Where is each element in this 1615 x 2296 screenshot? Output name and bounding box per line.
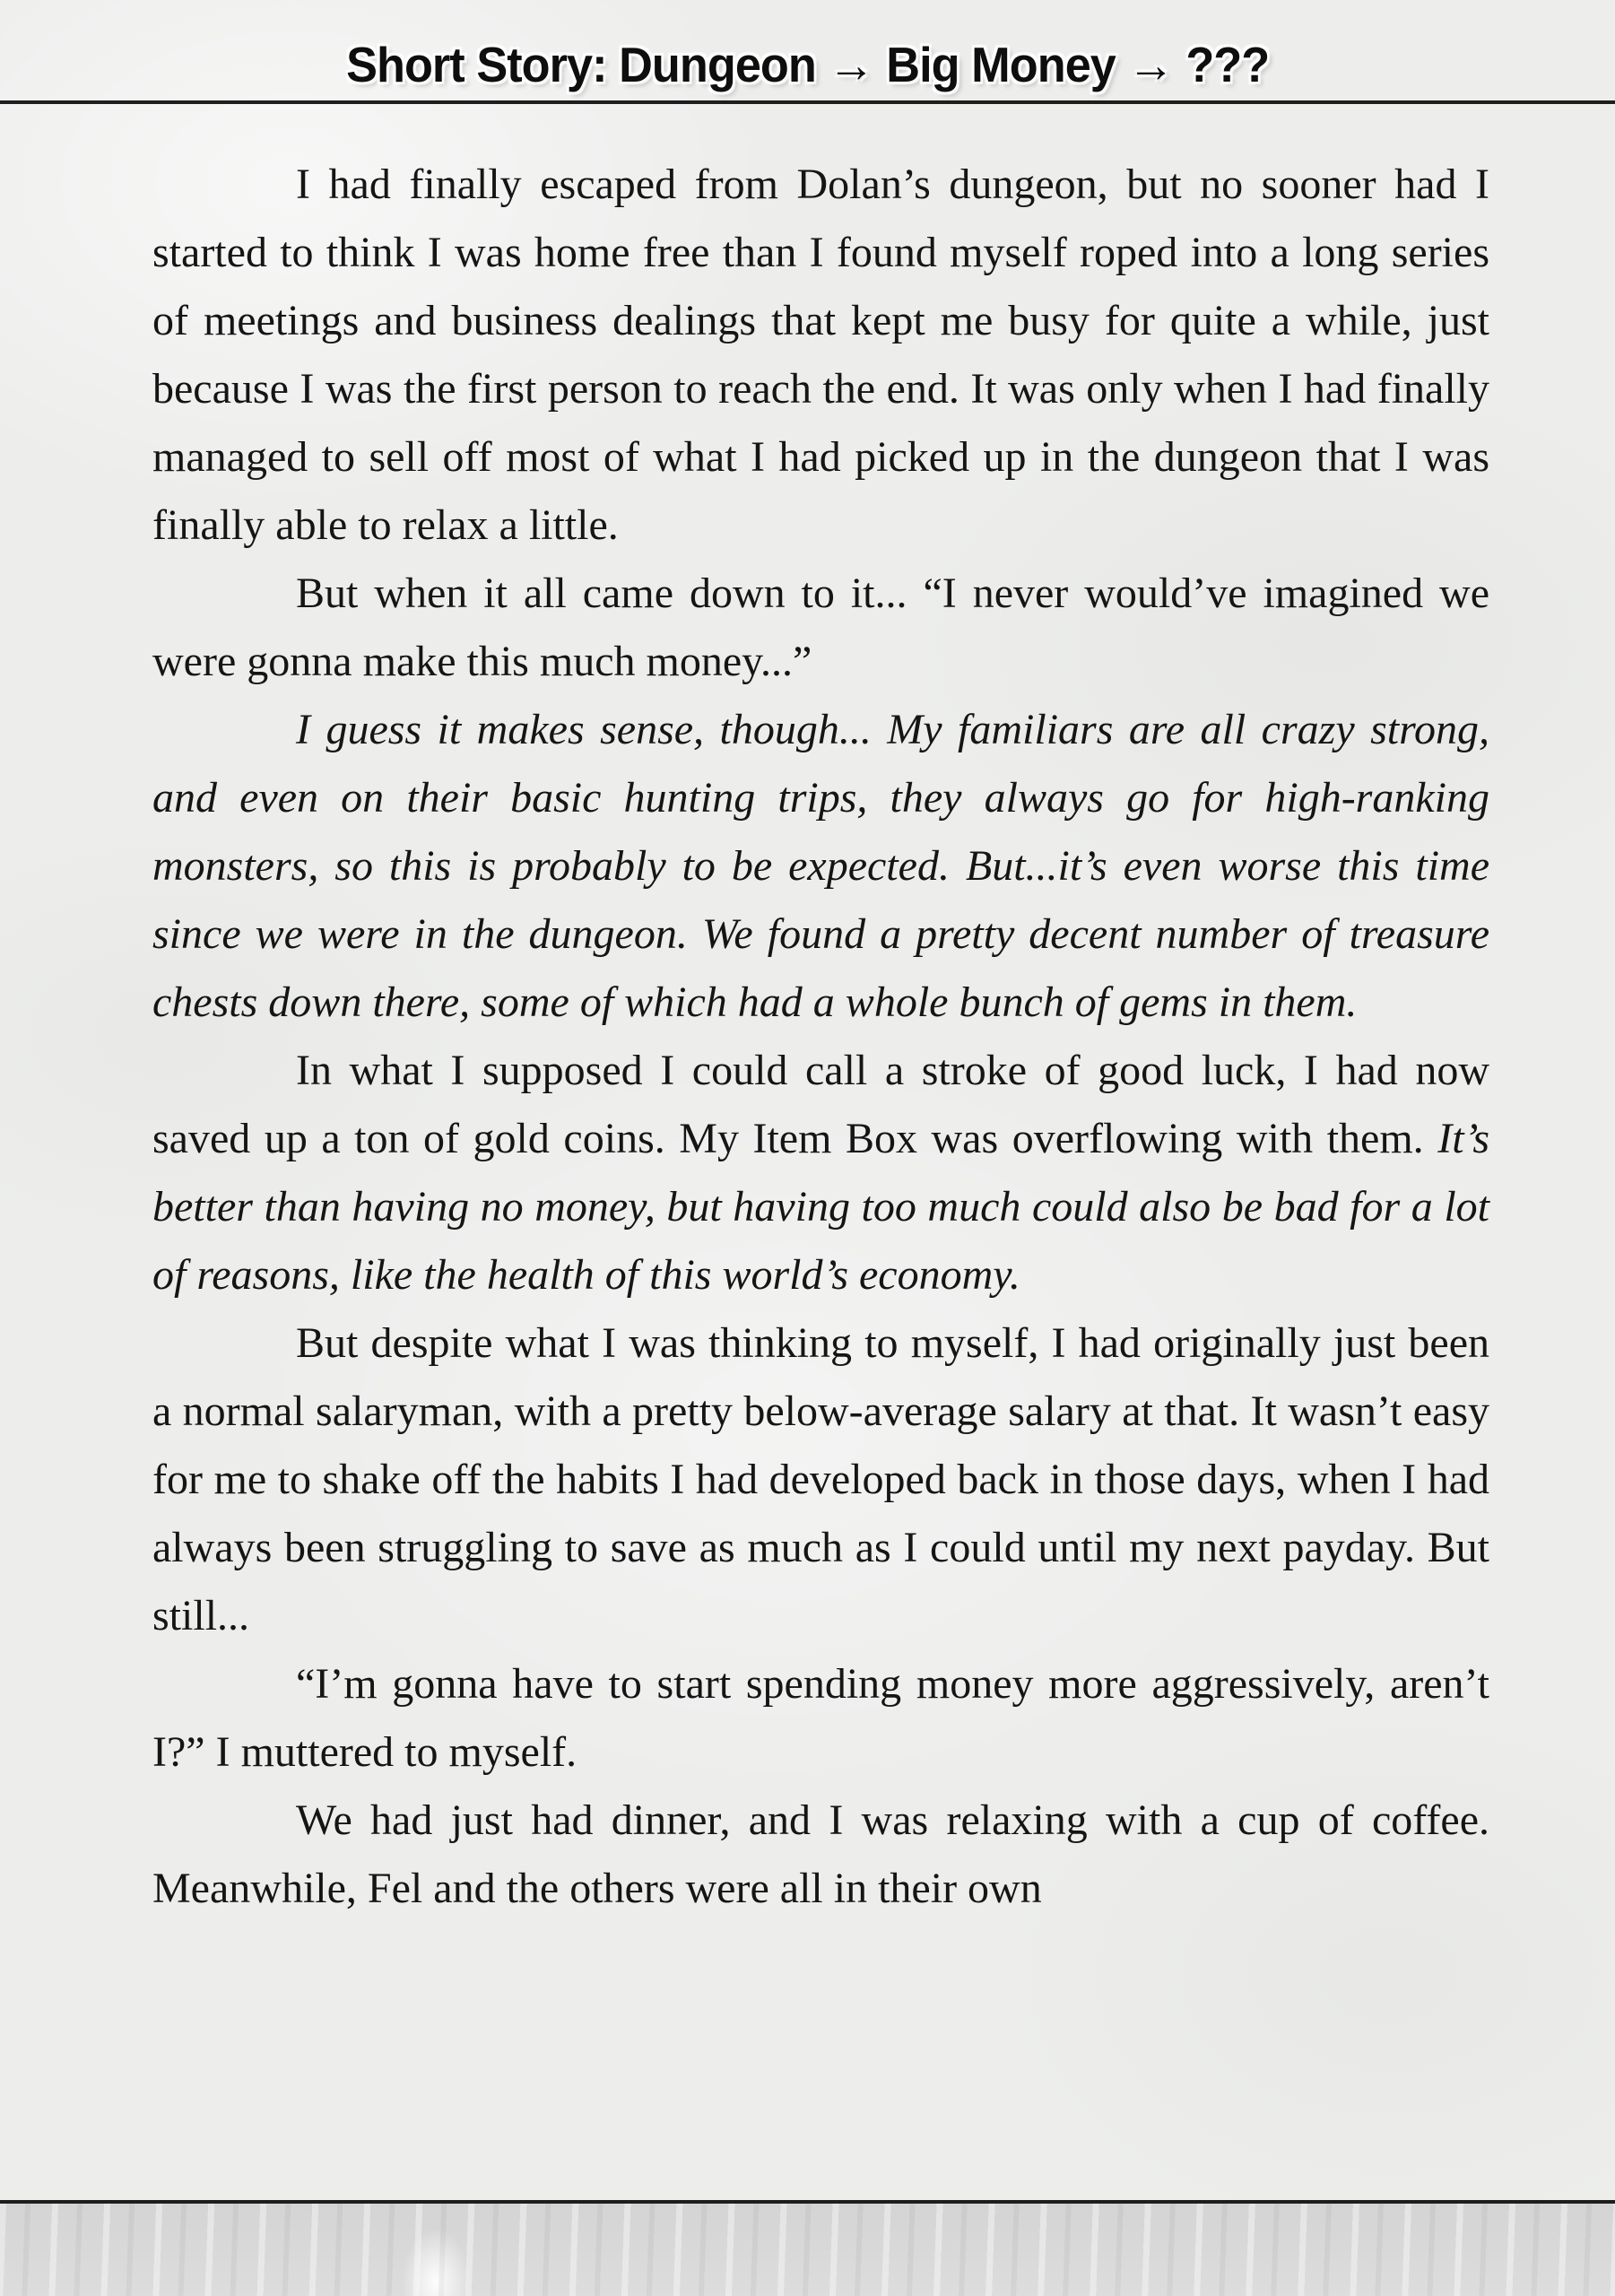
paragraph (152, 696, 1489, 1037)
italic-text-segment: I guess it makes sense, though... My familiars are all crazy strong, and even on their basic hunting trips, they always go for high-ranking monsters, so this is probably to be expected. But...it’s even worse this time since we were in the dungeon. We found a pretty decent number of treasure chests down there, some of which had a whole bunch of gems in them. (152, 706, 1489, 1026)
paragraph (152, 151, 1489, 560)
text-segment: I had finally escaped from Dolan’s dungeon, but no sooner had I started to think I was home free than I found myself roped into a long series of meetings and business dealings that kept me busy for quite a while, just because I was the first person to reach the end. It was only when I had finally managed to sell off most of what I had picked up in the dungeon that I was finally able to relax a little. (152, 161, 1489, 549)
paragraph (152, 1650, 1489, 1787)
story-text (0, 104, 1615, 2196)
paragraph (152, 1037, 1489, 1309)
text-segment: But despite what I was thinking to myself, I had originally just been a normal salaryman, with a pretty below-average salary at that. It wasn’t easy for me to shake off the habits I had developed back in those days, when I had always been struggling to save as much as I could until my next payday. But still... (152, 1319, 1489, 1639)
text-segment: But when it all came down to it... “I never would’ve imagined we were gonna make this much money...” (152, 570, 1489, 685)
italic-text-segment: It’s better than having no money, but having too much could also be bad for a lot of reasons, like the health of this world’s economy. (152, 1115, 1489, 1299)
text-segment: “I’m gonna have to start spending money more aggressively, aren’t I?” I muttered to myself. (152, 1660, 1489, 1776)
paragraph (152, 1309, 1489, 1650)
page-header (0, 0, 1615, 104)
text-segment: In what I supposed I could call a stroke of good luck, I had now saved up a ton of gold coins. My Item Box was overflowing with them. (152, 1047, 1489, 1162)
text-segment: We had just had dinner, and I was relaxing with a cup of coffee. Meanwhile, Fel and the others were all in their own (152, 1796, 1489, 1912)
paragraph (152, 1787, 1489, 1923)
footer-strip (0, 2200, 1615, 2296)
paragraph (152, 560, 1489, 696)
story-title: Short Story: Dungeon → Big Money → ??? (345, 37, 1270, 92)
